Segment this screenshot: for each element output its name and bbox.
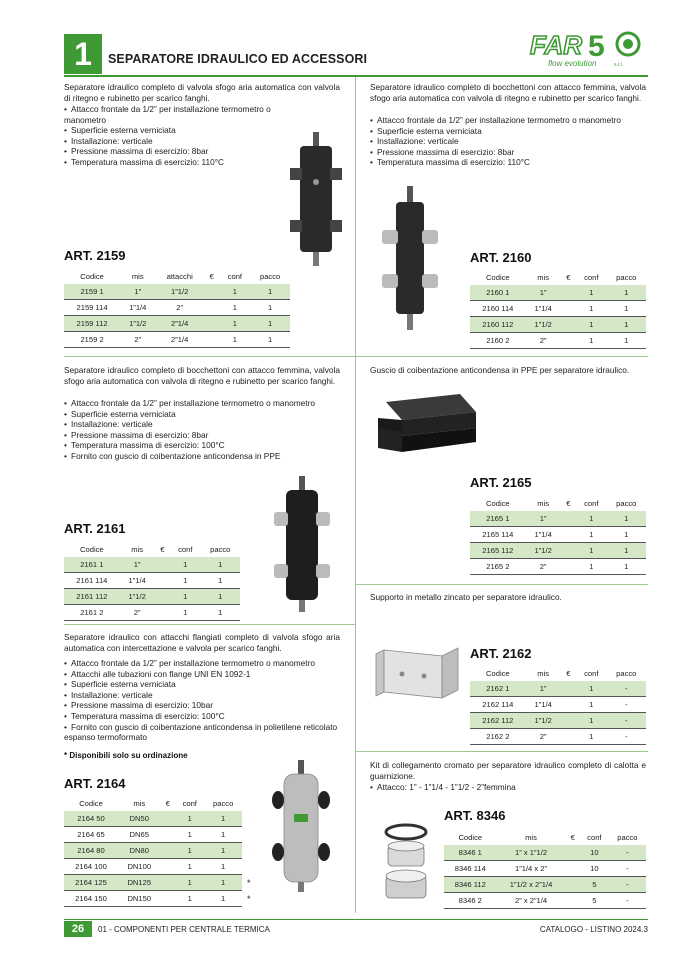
table-2159 (64, 269, 290, 348)
cell: 1” (526, 681, 561, 697)
col-header: Codice (80, 545, 104, 554)
bullet: • Pressione massima di esercizio: 10bar (64, 700, 340, 711)
col-header: € (209, 272, 214, 281)
cell: - (607, 697, 646, 713)
col-header: Codice (80, 272, 104, 281)
cell: 2” x 2”1/4 (497, 893, 566, 909)
page-title: SEPARATORE IDRAULICO ED ACCESSORI (108, 52, 368, 66)
cell (155, 605, 170, 621)
cell: - (609, 893, 646, 909)
col-header: mis (537, 669, 550, 678)
cell: 1 (576, 681, 607, 697)
cell: 2164 50 (64, 811, 118, 827)
art-2161-title: ART. 2161 (64, 521, 126, 536)
star-marker: * (247, 894, 251, 904)
table-8346 (444, 830, 646, 909)
table-row (470, 729, 646, 745)
table-row (64, 875, 242, 891)
bullet: • Installazione: verticale (64, 690, 340, 701)
bullets-2164 (64, 658, 340, 743)
cell: 1”1/4 (526, 301, 561, 317)
table-row (64, 859, 242, 875)
cell (161, 811, 176, 827)
table-row (64, 843, 242, 859)
bullet: • Fornito con guscio di coibentazione anticondensa in polietilene reticolato espanso termoformato (64, 722, 340, 743)
art-2165-title: ART. 2165 (470, 475, 532, 490)
cell: 1 (576, 697, 607, 713)
separator-2160-image (380, 186, 440, 336)
cell: 1 (607, 317, 646, 333)
cell (561, 333, 576, 349)
col-header: Codice (486, 669, 510, 678)
cell: 2”1/4 (155, 316, 204, 332)
bullet: • Installazione: verticale (64, 136, 304, 147)
footer-catalog: CATALOGO - LISTINO 2024.3 (539, 925, 648, 934)
cell: DN50 (118, 811, 160, 827)
bullet: • Attacco: 1” - 1”1/4 - 1”1/2 - 2”femmina (370, 782, 646, 793)
desc-2162: Supporto in metallo zincato per separatore idraulico. (370, 592, 562, 602)
bullet: • Attacchi alle tubazioni con flange UNI EN 1092-1 (64, 669, 340, 680)
bullet: • Superficie esterna verniciata (64, 125, 304, 136)
col-header: € (566, 499, 571, 508)
col-header: conf (178, 545, 193, 554)
desc-2159: Separatore idraulico completo di valvola sfogo aria automatica con valvola di ritegno e rubinetto per scarico fanghi. (64, 82, 340, 103)
chapter-number: 1 (64, 34, 102, 74)
table-row (470, 511, 646, 527)
cell: 1 (576, 317, 607, 333)
cell: 2” (120, 605, 155, 621)
cell: 5 (580, 877, 609, 893)
row-divider-right-3 (355, 751, 648, 752)
cell: 2164 100 (64, 859, 118, 875)
cell: 1”1/2 x 2”1/4 (497, 877, 566, 893)
cell: 2162 1 (470, 681, 526, 697)
cell: 1 (576, 729, 607, 745)
col-header: mis (131, 272, 144, 281)
cell: 1”1/2 (526, 317, 561, 333)
cell: 2161 114 (64, 573, 120, 589)
cell: - (609, 877, 646, 893)
cell: DN100 (118, 859, 160, 875)
cell: 1” (526, 285, 561, 301)
cell: 2” (526, 559, 561, 575)
cell: - (609, 845, 646, 861)
bullet: • Installazione: verticale (64, 419, 340, 430)
cell: 1 (204, 875, 242, 891)
cell (155, 573, 170, 589)
cell (204, 284, 219, 300)
table-row (64, 332, 290, 348)
table-row (470, 285, 646, 301)
cell: 10 (580, 861, 609, 877)
cell: 2159 112 (64, 316, 120, 332)
cell: 1 (219, 332, 250, 348)
cell: DN150 (118, 891, 160, 907)
table-row (64, 573, 240, 589)
cell: 1 (204, 843, 242, 859)
cell (161, 843, 176, 859)
cell: 1”1/2 (526, 713, 561, 729)
cell: 1 (576, 285, 607, 301)
table-row (64, 300, 290, 316)
bullet: • Superficie esterna verniciata (64, 679, 340, 690)
cell: 1 (201, 557, 240, 573)
availability-note: * Disponibili solo su ordinazione (64, 751, 188, 760)
cell (561, 729, 576, 745)
col-header: € (570, 833, 575, 842)
cell: 8346 2 (444, 893, 497, 909)
cell (565, 845, 579, 861)
cell: 5 (580, 893, 609, 909)
bullet: • Fornito con guscio di coibentazione anticondensa in PPE (64, 451, 340, 462)
cell: 2164 80 (64, 843, 118, 859)
cell (565, 893, 579, 909)
cell: 2164 125 (64, 875, 118, 891)
cell: 1 (170, 573, 201, 589)
cell: 1 (204, 859, 242, 875)
cell: 2161 2 (64, 605, 120, 621)
column-divider (355, 77, 356, 913)
cell: 2159 1 (64, 284, 120, 300)
cell: 1”1/4 (526, 527, 561, 543)
table-row (470, 527, 646, 543)
cell: 1 (576, 333, 607, 349)
bullet: • Superficie esterna verniciata (370, 126, 640, 137)
cell: 1 (201, 589, 240, 605)
cell: DN80 (118, 843, 160, 859)
cell: 8346 112 (444, 877, 497, 893)
cell (561, 681, 576, 697)
cell: 1 (576, 511, 607, 527)
cell: - (607, 713, 646, 729)
bullet: • Pressione massima di esercizio: 8bar (64, 146, 304, 157)
col-header: pacco (259, 272, 281, 281)
cell: - (607, 729, 646, 745)
cell: 1 (607, 543, 646, 559)
col-header: pacco (616, 499, 637, 508)
bullet: • Attacco frontale da 1/2” per installazione termometro o manometro (370, 115, 640, 126)
cell (161, 859, 176, 875)
cell: 1 (250, 332, 290, 348)
cell (155, 557, 170, 573)
cell: 1”1/2 (120, 316, 155, 332)
desc-2164: Separatore idraulico con attacchi flangiati completo di valvola sfogo aria automatica con intercettazione e valvola per scarico fanghi. (64, 632, 340, 653)
cell: 1 (607, 511, 646, 527)
page-number: 26 (64, 921, 92, 937)
desc-8346: Kit di collegamento cromato per separatore idraulico completo di calotta e guarnizione. (370, 760, 646, 781)
cell (161, 875, 176, 891)
col-header: € (566, 273, 571, 282)
bullets-8346 (370, 782, 646, 793)
logo-number: 5 (588, 30, 605, 63)
cell: 1 (250, 316, 290, 332)
table-row (64, 827, 242, 843)
cell: 1 (175, 875, 204, 891)
table-row (64, 284, 290, 300)
art-2159-title: ART. 2159 (64, 248, 126, 263)
col-header: € (566, 669, 571, 678)
cell: 1 (607, 527, 646, 543)
col-header: conf (584, 273, 599, 282)
cell: 1”1/2 (526, 543, 561, 559)
cell: 1 (170, 589, 201, 605)
cell: DN65 (118, 827, 160, 843)
bullets-2159 (64, 104, 304, 168)
cell: 2160 2 (470, 333, 526, 349)
table-row (64, 891, 242, 907)
col-header: € (165, 799, 170, 808)
table-row (444, 893, 646, 909)
cell: 1 (201, 605, 240, 621)
cell: 2160 114 (470, 301, 526, 317)
desc-2161: Separatore idraulico completo di bocchettoni con attacco femmina, valvola sfogo aria automatica con valvola di ritegno e rubinetto per scarico fanghi. (64, 365, 340, 386)
cell: 2161 1 (64, 557, 120, 573)
cell: 1 (576, 543, 607, 559)
bullet: • Installazione: verticale (370, 136, 640, 147)
cell: 1” x 1”1/2 (497, 845, 566, 861)
cell: 1 (219, 300, 250, 316)
table-row (470, 559, 646, 575)
col-header: Codice (458, 833, 483, 842)
cell: 1 (607, 333, 646, 349)
cell: 1” (526, 511, 561, 527)
table-2160 (470, 270, 646, 349)
art-2162-title: ART. 2162 (470, 646, 532, 661)
far-logo (528, 26, 648, 72)
cell (204, 300, 219, 316)
cell (561, 285, 576, 301)
bullet: • Pressione massima di esercizio: 8bar (64, 430, 340, 441)
bullet: • Temperatura massima di esercizio: 110°C (370, 157, 640, 168)
cell: 1 (219, 316, 250, 332)
table-row (64, 316, 290, 332)
desc-2165: Guscio di coibentazione anticondensa in PPE per separatore idraulico. (370, 365, 630, 375)
table-2162 (470, 666, 646, 745)
desc-2160: Separatore idraulico completo di bocchettoni con attacco femmina, valvola sfogo aria automatica con valvola di ritegno e rubinetto per scarico fanghi. (370, 82, 646, 103)
cell: - (609, 861, 646, 877)
cell: 2” (155, 300, 204, 316)
bullet: • Attacco frontale da 1/2” per installazione termometro o manometro (64, 104, 304, 125)
table-2165 (470, 496, 646, 575)
bullets-2160 (370, 115, 640, 168)
table-2164 (64, 796, 242, 907)
cell: 2160 1 (470, 285, 526, 301)
row-divider-1 (64, 356, 648, 357)
col-header: conf (182, 799, 197, 808)
cell: 2” (526, 729, 561, 745)
cell (561, 543, 576, 559)
cell: 2165 1 (470, 511, 526, 527)
cell: 1 (201, 573, 240, 589)
col-header: mis (525, 833, 537, 842)
cell: 2164 65 (64, 827, 118, 843)
cell (561, 697, 576, 713)
cell: 2” (526, 333, 561, 349)
insulation-shell-2165-image (376, 388, 480, 458)
cell: 2162 112 (470, 713, 526, 729)
cell: 2162 2 (470, 729, 526, 745)
cell: 2165 114 (470, 527, 526, 543)
cell: 1”1/4 (526, 697, 561, 713)
table-row (64, 557, 240, 573)
col-header: Codice (486, 273, 510, 282)
cell: 2162 114 (470, 697, 526, 713)
cell: 1 (250, 284, 290, 300)
col-header: pacco (210, 545, 231, 554)
cell (561, 713, 576, 729)
cell: 1 (607, 301, 646, 317)
col-header: pacco (616, 273, 637, 282)
cell: 2159 114 (64, 300, 120, 316)
col-header: € (160, 545, 165, 554)
cell (155, 589, 170, 605)
bullet: • Superficie esterna verniciata (64, 409, 340, 420)
col-header: pacco (617, 833, 638, 842)
cell (561, 317, 576, 333)
cell: 1 (204, 827, 242, 843)
cell (561, 511, 576, 527)
cell: 1”1/4 x 2” (497, 861, 566, 877)
col-header: Codice (79, 799, 103, 808)
cell (161, 891, 176, 907)
bullet: • Temperatura massima di esercizio: 100°C (64, 711, 340, 722)
col-header: conf (587, 833, 602, 842)
cell (204, 316, 219, 332)
cell: 8346 1 (444, 845, 497, 861)
cell (565, 877, 579, 893)
table-row (64, 811, 242, 827)
cell: 1”1/2 (155, 284, 204, 300)
cell: 1 (170, 557, 201, 573)
connection-kit-8346-image (380, 822, 436, 902)
col-header: attacchi (166, 272, 193, 281)
cell: 8346 114 (444, 861, 497, 877)
art-2164-title: ART. 2164 (64, 776, 126, 791)
cell: 1 (175, 843, 204, 859)
logo-far-text: FAR (530, 30, 582, 60)
col-header: mis (537, 273, 550, 282)
col-header: mis (133, 799, 146, 808)
col-header: mis (537, 499, 550, 508)
table-row (470, 713, 646, 729)
table-2161 (64, 542, 240, 621)
cell: 1”1/4 (120, 573, 155, 589)
logo-tagline: flow evolution (548, 59, 597, 68)
bullets-2161 (64, 398, 340, 462)
separator-2159-image (286, 132, 346, 272)
cell: 1 (175, 811, 204, 827)
col-header: conf (227, 272, 243, 281)
cell: 1 (607, 559, 646, 575)
col-header: pacco (213, 799, 234, 808)
separator-2164-image (270, 760, 332, 892)
table-row (470, 301, 646, 317)
cell: 1 (175, 891, 204, 907)
table-row (470, 697, 646, 713)
cell: 2165 112 (470, 543, 526, 559)
cell: 1 (576, 301, 607, 317)
table-row (444, 877, 646, 893)
table-row (470, 317, 646, 333)
art-8346-title: ART. 8346 (444, 808, 506, 823)
cell: 2164 150 (64, 891, 118, 907)
cell: 2160 112 (470, 317, 526, 333)
bullet: • Temperatura massima di esercizio: 100°C (64, 440, 340, 451)
cell: 1 (204, 891, 242, 907)
cell: 1 (170, 605, 201, 621)
row-divider-right-2 (355, 584, 648, 585)
bullet: • Attacco frontale da 1/2” per installazione termometro o manometro (64, 398, 340, 409)
cell (561, 301, 576, 317)
row-divider-left-2 (64, 624, 355, 625)
art-2160-title: ART. 2160 (470, 250, 532, 265)
cell (565, 861, 579, 877)
col-header: mis (131, 545, 144, 554)
table-row (470, 543, 646, 559)
cell: 1 (607, 285, 646, 301)
bullet: • Temperatura massima di esercizio: 110°C (64, 157, 304, 168)
cell: 1”1/2 (120, 589, 155, 605)
cell: 1” (120, 284, 155, 300)
cell: 2” (120, 332, 155, 348)
cell: 1 (204, 811, 242, 827)
cell: 1”1/4 (120, 300, 155, 316)
cell: 1 (576, 713, 607, 729)
bracket-2162-image (372, 646, 464, 702)
star-marker: * (247, 878, 251, 888)
footer-divider (64, 919, 648, 920)
cell: 2161 112 (64, 589, 120, 605)
cell: 1 (576, 527, 607, 543)
table-row (470, 333, 646, 349)
cell: 2159 2 (64, 332, 120, 348)
logo-srl: s.r.l. (614, 62, 624, 68)
cell (204, 332, 219, 348)
cell: - (607, 681, 646, 697)
cell (561, 527, 576, 543)
cell: 1 (250, 300, 290, 316)
cell (161, 827, 176, 843)
bullet: • Attacco frontale da 1/2” per installazione termometro o manometro (64, 658, 340, 669)
cell: 1 (175, 859, 204, 875)
col-header: Codice (486, 499, 510, 508)
col-header: conf (584, 499, 599, 508)
header-divider (64, 75, 648, 77)
cell: 1 (175, 827, 204, 843)
cell: 2”1/4 (155, 332, 204, 348)
separator-2161-image (272, 476, 332, 616)
cell: 10 (580, 845, 609, 861)
table-row (444, 845, 646, 861)
col-header: pacco (616, 669, 637, 678)
table-row (444, 861, 646, 877)
table-row (64, 605, 240, 621)
table-row (470, 681, 646, 697)
bullet: • Pressione massima di esercizio: 8bar (370, 147, 640, 158)
cell: 1 (219, 284, 250, 300)
cell (561, 559, 576, 575)
cell: 1 (576, 559, 607, 575)
col-header: conf (584, 669, 599, 678)
table-row (64, 589, 240, 605)
cell: 1” (120, 557, 155, 573)
footer-section: 01 - COMPONENTI PER CENTRALE TERMICA (98, 925, 270, 934)
cell: DN125 (118, 875, 160, 891)
cell: 2165 2 (470, 559, 526, 575)
